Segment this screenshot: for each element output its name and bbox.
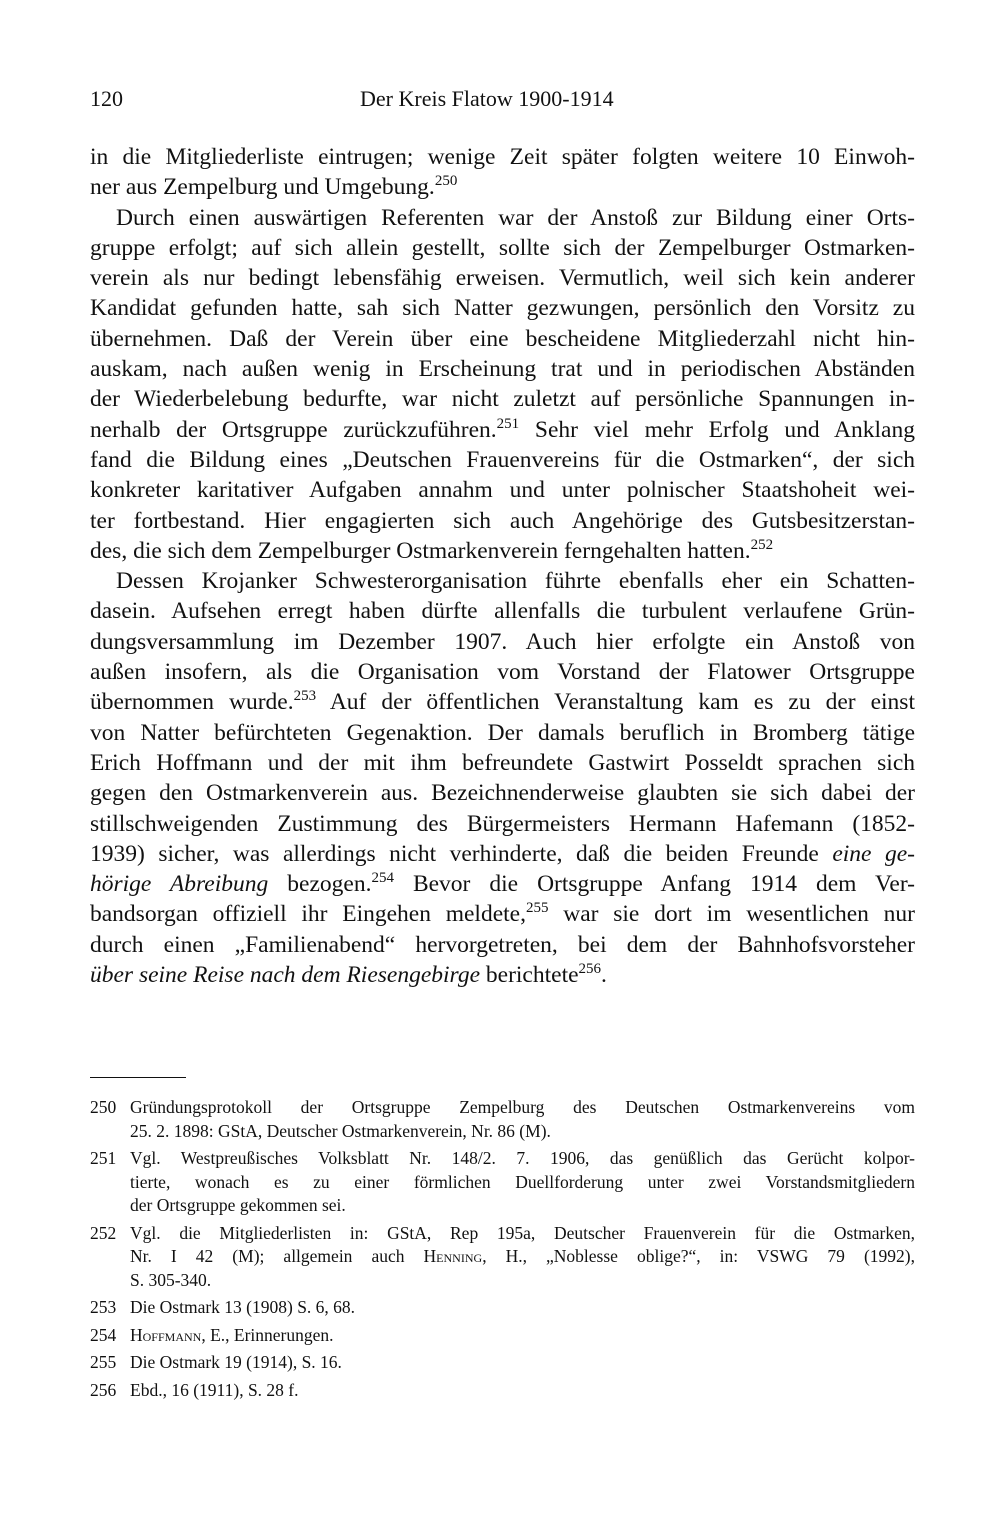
footnote-line: 25. 2. 1898: GStA, Deutscher Ostmarkenverein, Nr. 86 (M). — [130, 1120, 551, 1141]
footnote-ref: 255 — [525, 900, 549, 917]
emphasis: über seine Reise nach dem Riesengebirge — [90, 962, 481, 989]
text-line: des, die sich dem Zempelburger Ostmarkenverein ferngehalten hatten.$^{252}$ — [90, 536, 774, 564]
text-line: übernehmen. Daß der Verein über eine bescheidene Mitgliederzahl nicht hin- — [90, 325, 915, 352]
text-line: ner aus Zempelburg und Umgebung.$^{250}$ — [90, 173, 458, 201]
author-name: Hoffmann — [130, 1324, 202, 1345]
text-line: konkreter karitativer Aufgaben annahm und unter polnischer Staatshoheit wei- — [90, 477, 915, 504]
text-line: Durch einen auswärtigen Referenten war der Anstoß zur Bildung einer Orts- — [116, 204, 915, 231]
text-line: dasein. Aufsehen erregt haben dürfte allenfalls die turbulent verlaufene Grün- — [90, 598, 915, 625]
text-line: dungsversammlung im Dezember 1907. Auch hier erfolgte ein Anstoß von — [90, 628, 915, 655]
text-line: von Natter befürchteten Gegenaktion. Der damals beruflich in Bromberg tätige — [90, 719, 915, 746]
footnote-number: 254 — [90, 1324, 117, 1345]
text-line: durch einen „Familienabend“ hervorgetreten, bei dem der Bahnhofsvorsteher — [90, 931, 915, 958]
text-line: Erich Hoffmann und der mit ihm befreundete Gastwirt Posseldt sprachen sich — [90, 749, 915, 776]
footnote-number: 256 — [90, 1379, 117, 1400]
text-line: Kandidat gefunden hatte, sah sich Natter gezwungen, persönlich den Vorsitz zu — [90, 295, 915, 322]
text-line: übernommen wurde.$^{253}$ Auf der öffentlichen Veranstaltung kam es zu der einst — [90, 688, 915, 716]
footnote-line: S. 305-340. — [130, 1269, 212, 1290]
text-line: nerhalb der Ortsgruppe zurückzuführen.$^{251}$ Sehr viel mehr Erfolg und Anklang — [90, 415, 915, 443]
text-line: stillschweigenden Zustimmung des Bürgermeisters Hermann Hafemann (1852- — [90, 810, 915, 837]
footnote-line: Vgl. Westpreußisches Volksblatt Nr. 148/2. 7. 1906, das genüßlich das Gerücht kolpor- — [130, 1148, 915, 1168]
footnote-line: Die Ostmark 13 (1908) S. 6, 68. — [130, 1297, 356, 1317]
footnote-line: Gründungsprotokoll der Ortsgruppe Zempelburg des Deutschen Ostmarkenvereins vom — [130, 1097, 915, 1117]
page-header — [90, 86, 915, 122]
footnote-ref: 252 — [750, 536, 774, 553]
footnote-ref: 253 — [293, 688, 317, 705]
text-line: hörige Abreibung bezogen.$^{254}$ Bevor die Ortsgruppe Anfang 1914 dem Ver- — [90, 870, 916, 898]
footnote-line: Vgl. die Mitgliederlisten in: GStA, Rep 195a, Deutscher Frauenverein für die Ostmarken, — [130, 1222, 915, 1243]
footnote — [90, 1222, 915, 1293]
text-line: gegen den Ostmarkenverein aus. Bezeichnenderweise glaubten sie sich dabei der — [90, 780, 915, 807]
footnote-number: 252 — [90, 1222, 117, 1243]
footnote — [90, 1351, 915, 1375]
footnote-line: tierte, wonach es zu einer förmlichen Duellforderung unter zwei Vorstandsmitgliedern — [130, 1171, 915, 1192]
footnote-line: Hoffmann, E., Erinnerungen. — [130, 1324, 334, 1345]
footnote-number: 251 — [90, 1148, 117, 1168]
running-title: Der Kreis Flatow 1900-1914 — [360, 86, 614, 111]
text-line: verein als nur bedingt lebensfähig erweisen. Vermutlich, weil sich kein anderer — [90, 265, 915, 292]
footnote-ref: 256 — [578, 961, 602, 978]
footnote-ref: 250 — [434, 173, 458, 190]
footnote-line: Die Ostmark 19 (1914), S. 16. — [130, 1352, 342, 1372]
page-number: 120 — [90, 86, 123, 111]
author-name: Henning — [423, 1246, 483, 1266]
text-line: Dessen Krojanker Schwesterorganisation führte ebenfalls eher ein Schatten- — [116, 568, 915, 595]
footnote-divider — [90, 1077, 186, 1078]
footnote — [90, 1379, 915, 1403]
footnote-line: der Ortsgruppe gekommen sei. — [130, 1195, 346, 1215]
footnote-line: Nr. I 42 (M); allgemein auch Henning, H., „Noblesse oblige?“, in: VSWG 79 (1992), — [130, 1246, 915, 1266]
text-line: gruppe erfolgt; auf sich allein gestellt, sollte sich der Zempelburger Ostmarken- — [90, 234, 915, 261]
footnotes — [90, 1096, 915, 1406]
footnote — [90, 1324, 915, 1348]
emphasis: eine ge- — [832, 840, 915, 867]
footnote-number: 255 — [90, 1352, 117, 1372]
text-line: ter fortbestand. Hier engagierten sich auch Angehörige des Gutsbesitzerstan- — [90, 507, 915, 534]
footnote-line: Ebd., 16 (1911), S. 28 f. — [130, 1379, 299, 1400]
emphasis: hörige Abreibung — [90, 871, 269, 898]
footnote-number: 250 — [90, 1097, 117, 1117]
text-line: in die Mitgliederliste eintrugen; wenige Zeit später folgten weitere 10 Einwoh- — [90, 144, 915, 170]
footnote-number: 253 — [90, 1297, 117, 1317]
text-line: fand die Bildung eines „Deutschen Frauenvereins für die Ostmarken“, der sich — [90, 446, 915, 473]
footnote-ref: 254 — [371, 870, 394, 887]
footnote — [90, 1147, 915, 1218]
text-line: der Wiederbelebung bedurfte, war nicht zuletzt auf persönliche Spannungen in- — [90, 386, 915, 413]
text-line: über seine Reise nach dem Riesengebirge berichtete$^{256}$. — [90, 961, 607, 989]
text-line: bandsorgan offiziell ihr Eingehen meldete,$^{255}$ war sie dort im wesentlichen nur — [90, 900, 915, 928]
text-line: auskam, nach außen wenig in Erscheinung trat und in periodischen Abständen — [90, 356, 915, 383]
body-text — [90, 142, 915, 990]
text-line: außen insofern, als die Organisation vom Vorstand der Flatower Ortsgruppe — [90, 659, 915, 686]
text-line: 1939) sicher, was allerdings nicht verhinderte, daß die beiden Freunde eine ge- — [90, 840, 915, 867]
footnote — [90, 1096, 915, 1143]
footnote — [90, 1296, 915, 1320]
footnote-ref: 251 — [496, 415, 520, 432]
